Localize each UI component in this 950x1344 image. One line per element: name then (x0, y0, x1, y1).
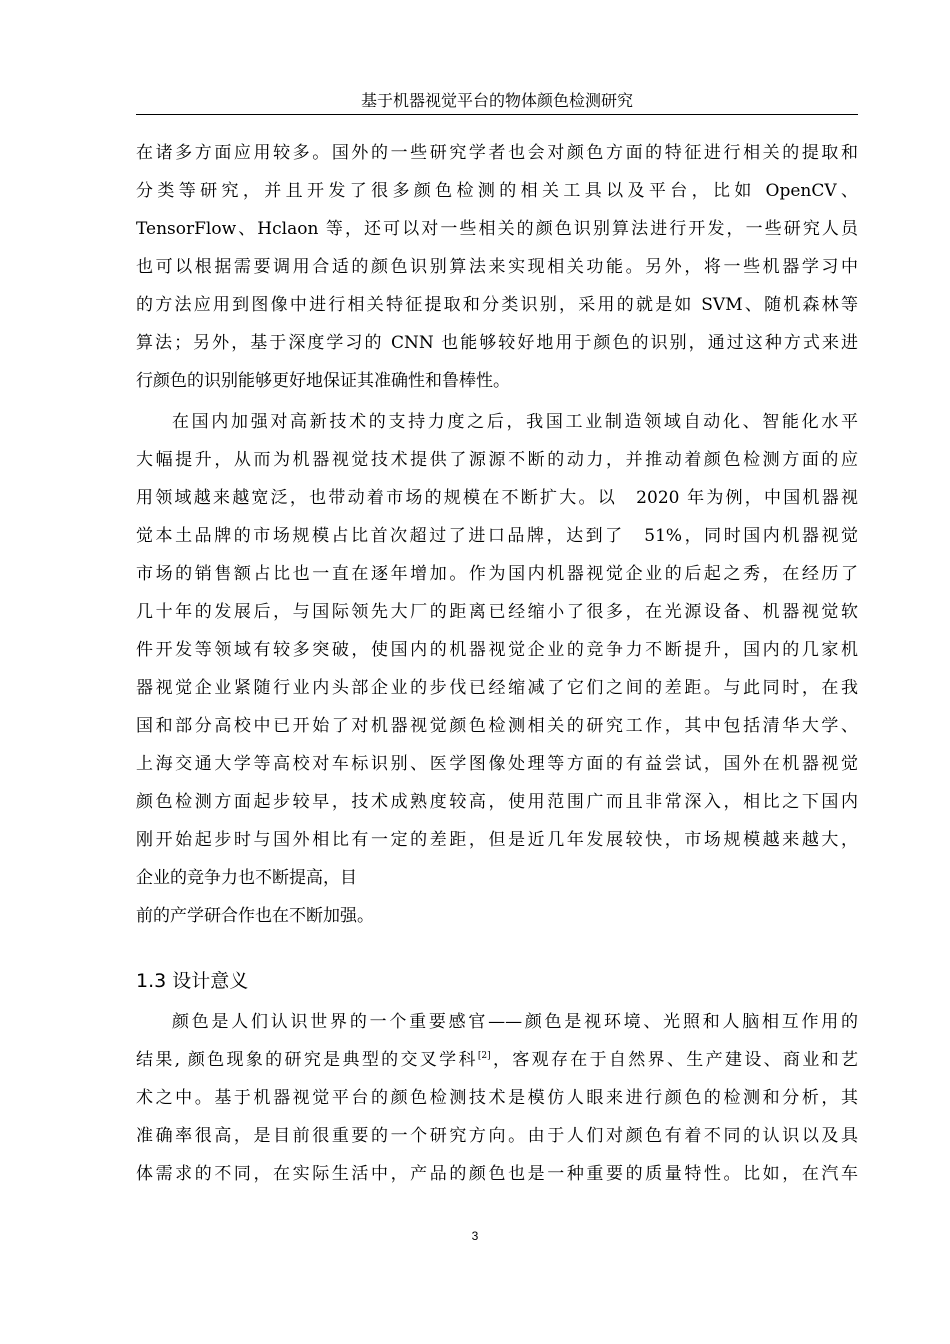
body-text-line: TensorFlow、Hclaon 等，还可以对一些相关的颜色识别算法进行开发，一些研究人员 (136, 219, 858, 239)
body-text-line: 也可以根据需要调用合适的颜色识别算法来实现相关功能。另外，将一些机器学习中 (136, 257, 858, 277)
body-text-line: 几十年的发展后，与国际领先大厂的距离已经缩小了很多，在光源设备、机器视觉软 (136, 602, 858, 622)
body-text-line: 觉本土品牌的市场规模占比首次超过了进口品牌，达到了 51%，同时国内机器视觉 (136, 526, 858, 546)
body-text-line-with-citation (136, 1043, 858, 1077)
body-text-line: 大幅提升，从而为机器视觉技术提供了源源不断的动力，并推动着颜色检测方面的应 (136, 450, 858, 470)
body-text-segment: 结果, 颜色现象的研究是典型的交叉学科 (136, 1050, 478, 1070)
body-text-line: 国和部分高校中已开始了对机器视觉颜色检测相关的研究工作，其中包括清华大学、 (136, 716, 858, 736)
body-text-line: 颜色是人们认识世界的一个重要感官——颜色是视环境、光照和人脑相互作用的 (172, 1012, 858, 1032)
body-text-line: 件开发等领域有较多突破，使国内的机器视觉企业的竞争力不断提升，国内的几家机 (136, 640, 858, 660)
body-text-line: 刚开始起步时与国外相比有一定的差距，但是近几年发展较快，市场规模越来越大， (136, 830, 858, 850)
section-heading: 1.3 设计意义 (136, 970, 249, 992)
page-number: 3 (471, 1229, 479, 1243)
body-text-line: 器视觉企业紧随行业内头部企业的步伐已经缩减了它们之间的差距。与此同时，在我 (136, 678, 858, 698)
body-text-line: 算法；另外，基于深度学习的 CNN 也能够较好地用于颜色的识别，通过这种方式来进 (136, 333, 858, 353)
body-text-line: 企业的竞争力也不断提高，目 (136, 868, 357, 888)
body-text-line: 在国内加强对高新技术的支持力度之后，我国工业制造领域自动化、智能化水平 (172, 412, 858, 432)
body-text-line: 用领域越来越宽泛，也带动着市场的规模在不断扩大。以 2020 年为例，中国机器视 (136, 488, 858, 508)
body-text-line: 在诸多方面应用较多。国外的一些研究学者也会对颜色方面的特征进行相关的提取和 (136, 143, 858, 163)
page-header: 基于机器视觉平台的物体颜色检测研究 (136, 88, 858, 115)
body-text-line: 颜色检测方面起步较早，技术成熟度较高，使用范围广而且非常深入，相比之下国内 (136, 792, 858, 812)
body-text-line: 的方法应用到图像中进行相关特征提取和分类识别，采用的就是如 SVM、随机森林等 (136, 295, 858, 315)
body-text-line: 术之中。基于机器视觉平台的颜色检测技术是模仿人眼来进行颜色的检测和分析，其 (136, 1088, 858, 1108)
body-text-line: 前的产学研合作也在不断加强。 (136, 906, 374, 926)
body-text-line: 准确率很高，是目前很重要的一个研究方向。由于人们对颜色有着不同的认识以及具 (136, 1126, 858, 1146)
body-text-line: 上海交通大学等高校对车标识别、医学图像处理等方面的有益尝试，国外在机器视觉 (136, 754, 858, 774)
body-text-line: 分类等研究，并且开发了很多颜色检测的相关工具以及平台，比如 OpenCV、 (136, 181, 858, 201)
body-text-line: 市场的销售额占比也一直在逐年增加。作为国内机器视觉企业的后起之秀，在经历了 (136, 564, 858, 584)
body-text-line: 体需求的不同，在实际生活中，产品的颜色也是一种重要的质量特性。比如，在汽车 (136, 1164, 858, 1184)
body-text-segment: ，客观存在于自然界、生产建设、商业和艺 (490, 1050, 858, 1070)
body-text-line: 行颜色的识别能够更好地保证其准确性和鲁棒性。 (136, 371, 510, 391)
citation-ref[interactable]: [2] (477, 1051, 491, 1061)
